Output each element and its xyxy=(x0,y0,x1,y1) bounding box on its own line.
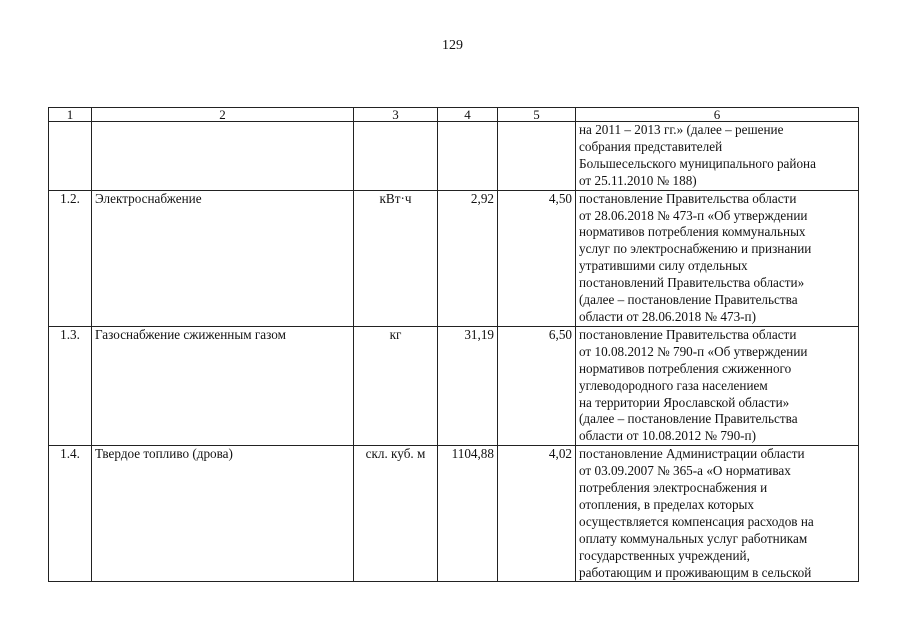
value-col5: 4,02 xyxy=(498,446,576,582)
legal-basis-line: постановление Правительства области xyxy=(579,190,797,206)
legal-basis-line: (далее – постановление Правительства xyxy=(579,292,798,308)
legal-basis-line: услуг по электроснабжению и признании xyxy=(579,241,812,257)
legal-basis-line: от 25.11.2010 № 188) xyxy=(579,172,697,188)
legal-basis-line: собрания представителей xyxy=(579,138,723,154)
legal-basis-line: утратившими силу отдельных xyxy=(579,258,748,274)
legal-basis xyxy=(576,446,859,582)
legal-basis-line: на 2011 – 2013 гг.» (далее – решение xyxy=(579,122,784,137)
service-name: Газоснабжение сжиженным газом xyxy=(92,326,354,445)
legal-basis-line: углеводородного газа населением xyxy=(579,377,768,393)
legal-basis-line: области от 28.06.2018 № 473-п) xyxy=(579,308,757,324)
legal-basis-line: на территории Ярославской области» xyxy=(579,394,790,410)
table-row xyxy=(49,122,859,191)
row-number xyxy=(49,122,92,191)
legal-basis-line: постановление Администрации области xyxy=(579,446,805,462)
service-name: Электроснабжение xyxy=(92,190,354,326)
legal-basis-line: работающим и проживающим в сельской xyxy=(579,564,812,580)
legal-basis-line: осуществляется компенсация расходов на xyxy=(579,513,814,529)
column-header-5: 5 xyxy=(498,108,576,122)
unit: кг xyxy=(354,326,438,445)
column-header-2: 2 xyxy=(92,108,354,122)
legal-basis-line: (далее – постановление Правительства xyxy=(579,411,798,427)
column-header-4: 4 xyxy=(438,108,498,122)
legal-basis-line: отопления, в пределах которых xyxy=(579,496,754,512)
legal-basis xyxy=(576,326,859,445)
legal-basis xyxy=(576,122,859,191)
legal-basis-line: постановление Правительства области xyxy=(579,326,797,342)
legal-basis-line: Большесельского муниципального района xyxy=(579,155,816,171)
service-name: Твердое топливо (дрова) xyxy=(92,446,354,582)
table-row xyxy=(49,326,859,445)
column-header-1: 1 xyxy=(49,108,92,122)
legal-basis-line: государственных учреждений, xyxy=(579,547,750,563)
page-number: 129 xyxy=(442,38,463,53)
value-col5: 4,50 xyxy=(498,190,576,326)
column-header-6: 6 xyxy=(576,108,859,122)
service-name xyxy=(92,122,354,191)
row-number: 1.4. xyxy=(49,446,92,582)
unit: скл. куб. м xyxy=(354,446,438,582)
value-col4 xyxy=(438,122,498,191)
value-col5: 6,50 xyxy=(498,326,576,445)
column-header-3: 3 xyxy=(354,108,438,122)
legal-basis-line: от 10.08.2012 № 790-п «Об утверждении xyxy=(579,343,808,359)
row-number: 1.2. xyxy=(49,190,92,326)
value-col4: 31,19 xyxy=(438,326,498,445)
legal-basis-line: нормативов потребления коммунальных xyxy=(579,224,806,240)
table-header-row xyxy=(49,108,859,122)
legal-basis xyxy=(576,190,859,326)
legal-basis-line: от 28.06.2018 № 473-п «Об утверждении xyxy=(579,207,808,223)
value-col4: 2,92 xyxy=(438,190,498,326)
table-row xyxy=(49,190,859,326)
norms-table xyxy=(48,107,859,582)
table-row xyxy=(49,446,859,582)
legal-basis-line: нормативов потребления сжиженного xyxy=(579,360,792,376)
unit: кВт·ч xyxy=(354,190,438,326)
unit xyxy=(354,122,438,191)
legal-basis-line: оплату коммунальных услуг работникам xyxy=(579,530,808,546)
value-col4: 1104,88 xyxy=(438,446,498,582)
row-number: 1.3. xyxy=(49,326,92,445)
legal-basis-line: от 03.09.2007 № 365-а «О нормативах xyxy=(579,463,791,479)
value-col5 xyxy=(498,122,576,191)
legal-basis-line: постановлений Правительства области» xyxy=(579,275,805,291)
legal-basis-line: потребления электроснабжения и xyxy=(579,480,768,496)
legal-basis-line: области от 10.08.2012 № 790-п) xyxy=(579,428,757,444)
